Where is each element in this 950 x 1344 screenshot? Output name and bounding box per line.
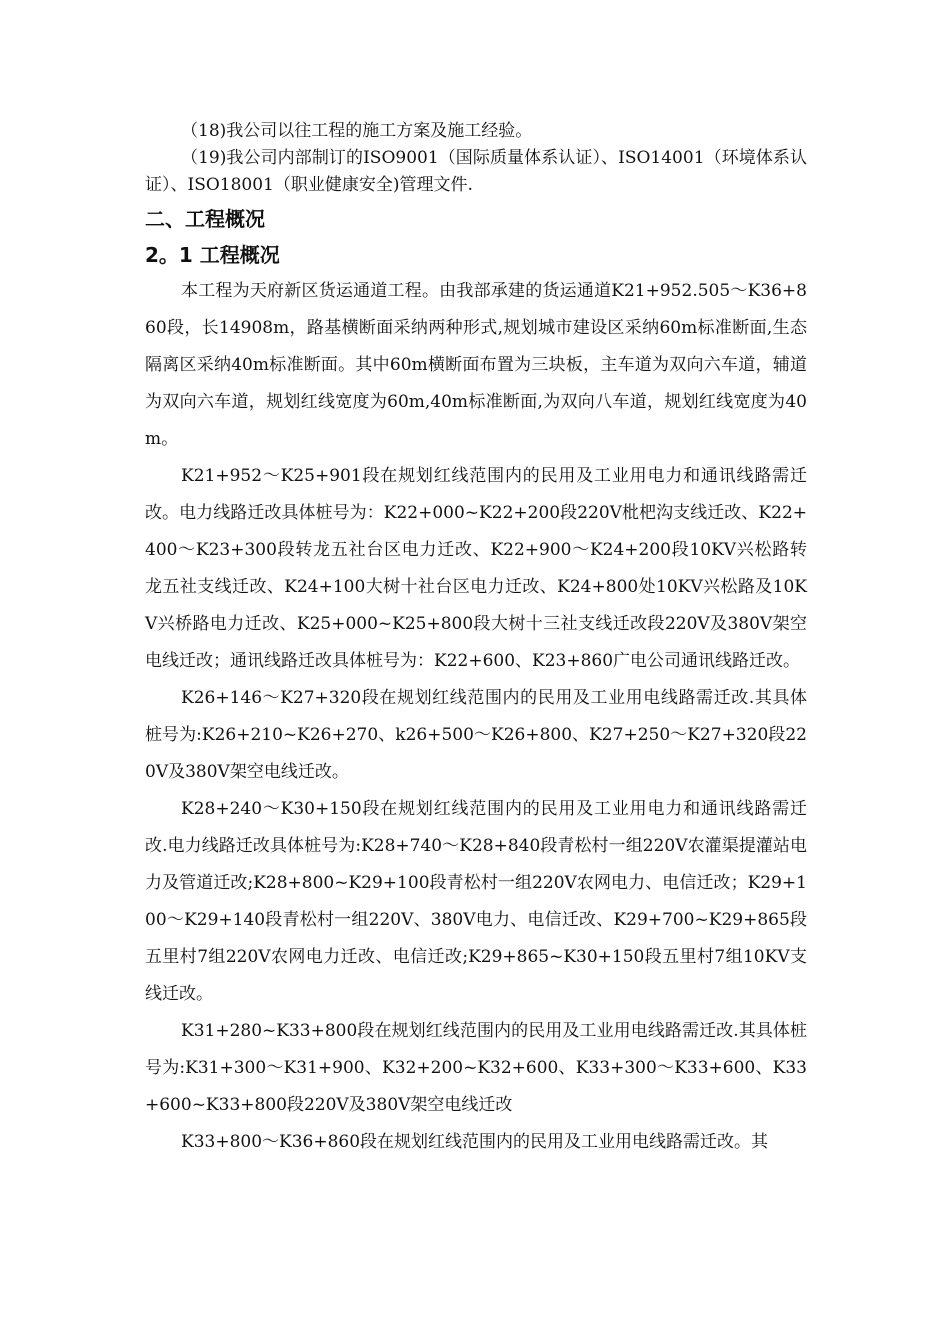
paragraph-k26-k27: K26+146～K27+320段在规划红线范围内的民用及工业用电线路需迁改.其具体桩号为:K26+210~K26+270、k26+500～K26+800、K27+250～K27+320段220V及380V架空电线迁改。 <box>145 688 807 782</box>
intro-item-18: （18)我公司以往工程的施工方案及施工经验。 <box>181 121 533 141</box>
section-heading: 二、工程概况 <box>145 207 265 231</box>
intro-item-19: （19)我公司内部制订的ISO9001（国际质量体系认证）、ISO14001（环境体系认证）、ISO18001（职业健康安全)管理文件. <box>145 148 807 195</box>
paragraph-k28-k30: K28+240～K30+150段在规划红线范围内的民用及工业用电力和通讯线路需迁改.电力线路迁改具体桩号为:K28+740～K28+840段青松村一组220V农灌渠提灌站电力及管道迁改;K28+800~K29+100段青松村一组220V农网电力、电信迁改；K29+100～K29+140段青松村一组220V、380V电力、电信迁改、K29+700~K29+865段五里村7组220V农网电力迁改、电信迁改;K29+865~K30+150段五里村7组10KV支线迁改。 <box>145 799 807 1004</box>
document-page <box>145 118 807 1161</box>
paragraph-k31-k33: K31+280~K33+800段在规划红线范围内的民用及工业用电线路需迁改.其具体桩号为:K31+300～K31+900、K32+200~K32+600、K33+300～K33+600、K33+600~K33+800段220V及380V架空电线迁改 <box>145 1021 807 1115</box>
paragraph-overview: 本工程为天府新区货运通道工程。由我部承建的货运通道K21+952.505～K36+860段，长14908m，路基横断面采纳两种形式,规划城市建设区采纳60m标准断面,生态隔离区采纳40m标准断面。其中60m横断面布置为三块板，主车道为双向六车道，辅道为双向六车道，规划红线宽度为60m,40m标准断面,为双向八车道，规划红线宽度为40m。 <box>145 281 807 449</box>
paragraph-k33-k36: K33+800～K36+860段在规划红线范围内的民用及工业用电线路需迁改。其 <box>181 1132 769 1152</box>
paragraph-k21-k25: K21+952～K25+901段在规划红线范围内的民用及工业用电力和通讯线路需迁改。电力线路迁改具体桩号为：K22+000~K22+200段220V枇杷沟支线迁改、K22+400～K23+300段转龙五社台区电力迁改、K22+900～K24+200段10KV兴松路转龙五社支线迁改、K24+100大树十社台区电力迁改、K24+800处10KV兴松路及10KV兴桥路电力迁改、K25+000~K25+800段大树十三社支线迁改段220V及380V架空电线迁改；通讯线路迁改具体桩号为：K22+600、K23+860广电公司通讯线路迁改。 <box>145 466 807 671</box>
subsection-heading: 2。1 工程概况 <box>145 243 280 267</box>
